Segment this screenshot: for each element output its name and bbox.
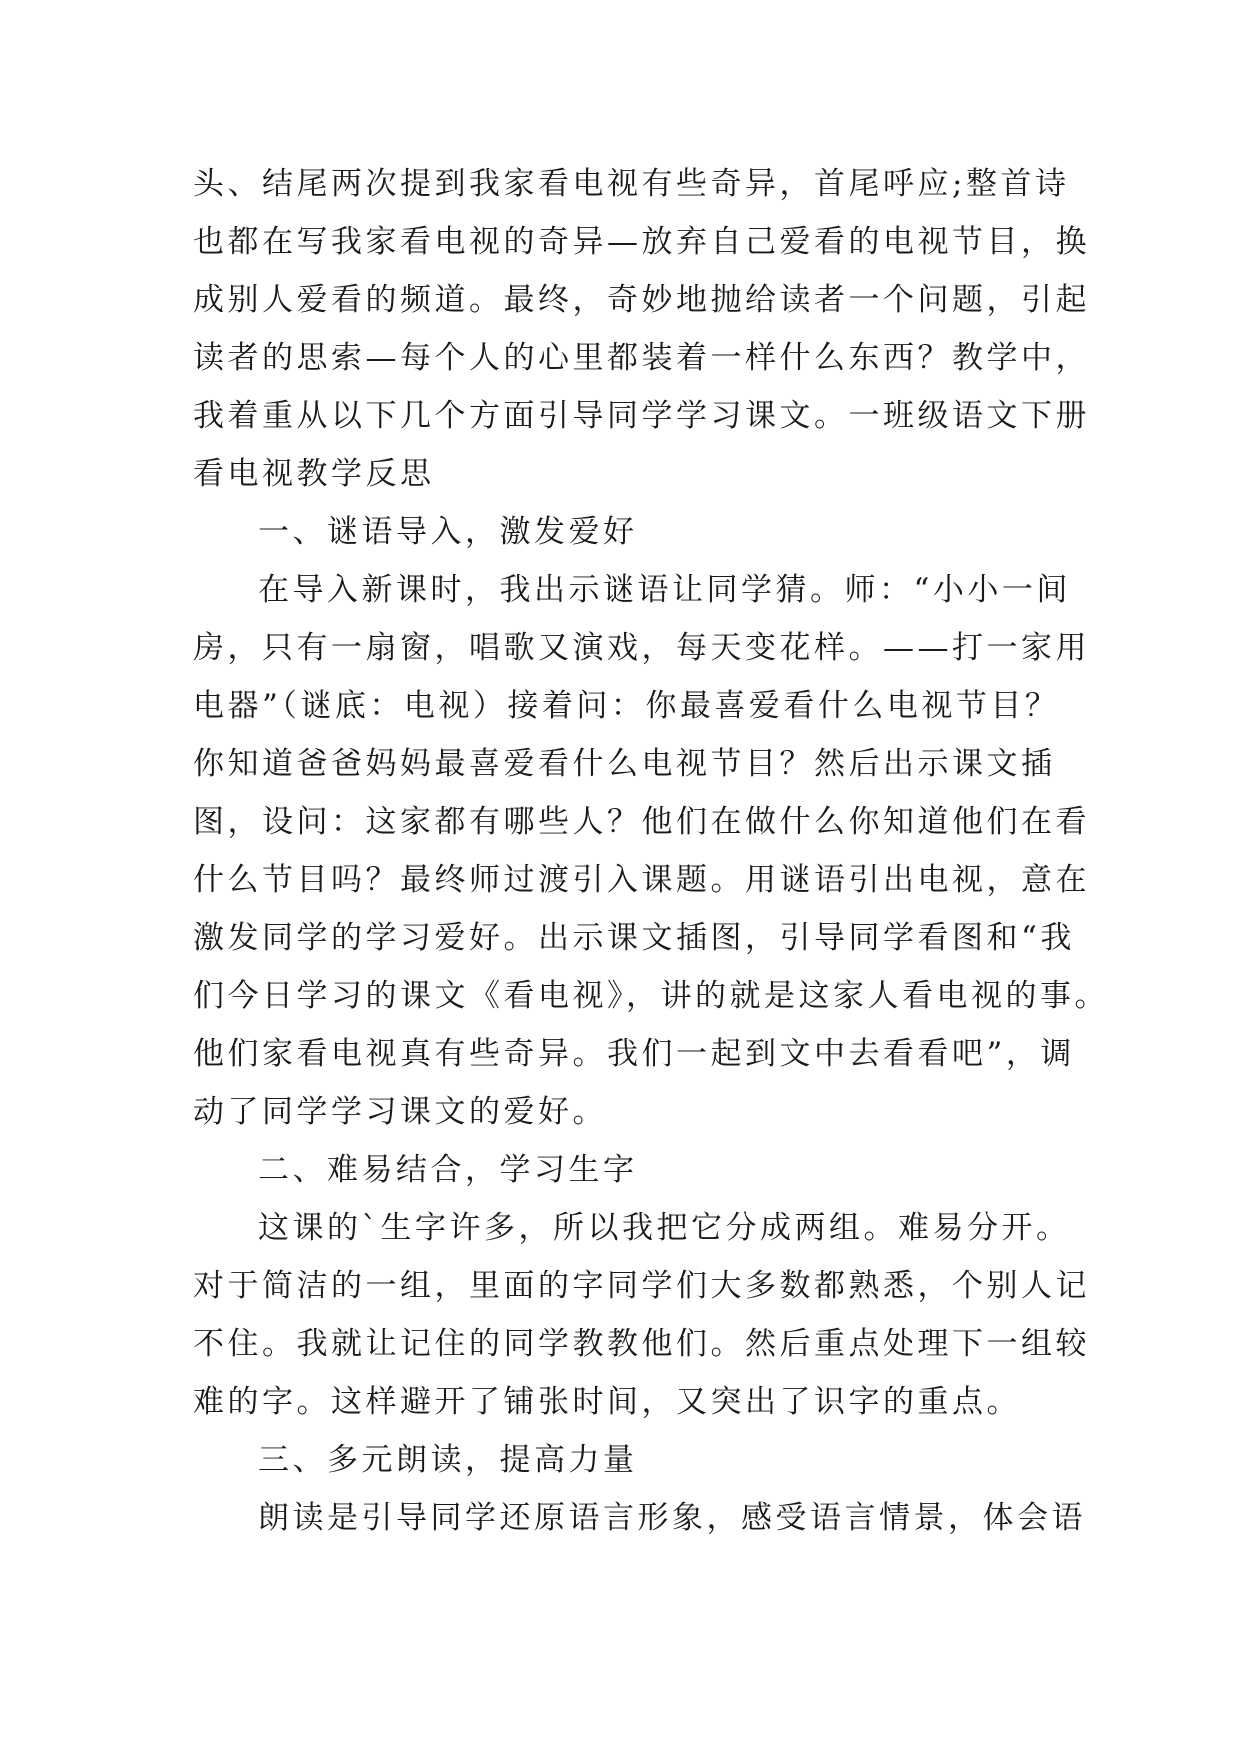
text-line: 你知道爸爸妈妈最喜爱看什么电视节目？然后出示课文插	[193, 746, 1056, 782]
text-line: 也都在写我家看电视的奇异—放弃自己爱看的电视节目，换	[193, 224, 1090, 260]
section-heading: 一、谜语导入，激发爱好	[258, 514, 638, 550]
document-body	[193, 155, 1109, 1547]
text-line: 难的字。这样避开了铺张时间，又突出了识字的重点。	[193, 1384, 1021, 1420]
text-line: 们今日学习的课文《看电视》，讲的就是这家人看电视的事。	[193, 978, 1109, 1014]
text-line: 头、结尾两次提到我家看电视有些奇异，首尾呼应;整首诗	[193, 166, 1070, 202]
text-line: 房，只有一扇窗，唱歌又演戏，每天变花样。——打一家用	[193, 630, 1090, 666]
section-heading: 二、难易结合，学习生字	[258, 1152, 638, 1188]
text-line: 动了同学学习课文的爱好。	[193, 1094, 607, 1130]
text-line: 我着重从以下几个方面引导同学学习课文。一班级语文下册	[193, 398, 1090, 434]
paragraph-start: 这课的`生字许多，所以我把它分成两组。难易分开。	[258, 1210, 1071, 1246]
text-line: 对于简洁的一组，里面的字同学们大多数都熟悉，个别人记	[193, 1268, 1090, 1304]
text-line: 成别人爱看的频道。最终，奇妙地抛给读者一个问题，引起	[193, 282, 1090, 318]
text-line: 电器”（谜底：电视）接着问：你最喜爱看什么电视节目？	[193, 688, 1060, 724]
paragraph-start: 在导入新课时，我出示谜语让同学猜。师：“小小一间	[258, 572, 1071, 608]
section-heading: 三、多元朗读，提高力量	[258, 1442, 638, 1478]
text-line: 图，设问：这家都有哪些人？他们在做什么你知道他们在看	[193, 804, 1090, 840]
text-line: 激发同学的学习爱好。出示课文插图，引导同学看图和“我	[193, 920, 1075, 956]
text-line: 不住。我就让记住的同学教教他们。然后重点处理下一组较	[193, 1326, 1090, 1362]
text-line: 看电视教学反思	[193, 456, 435, 492]
text-line: 他们家看电视真有些奇异。我们一起到文中去看看吧”，调	[193, 1036, 1075, 1072]
text-line: 读者的思索—每个人的心里都装着一样什么东西？教学中，	[193, 340, 1090, 376]
paragraph-start: 朗读是引导同学还原语言形象，感受语言情景，体会语	[258, 1500, 1086, 1536]
text-line: 什么节目吗？最终师过渡引入课题。用谜语引出电视，意在	[193, 862, 1090, 898]
